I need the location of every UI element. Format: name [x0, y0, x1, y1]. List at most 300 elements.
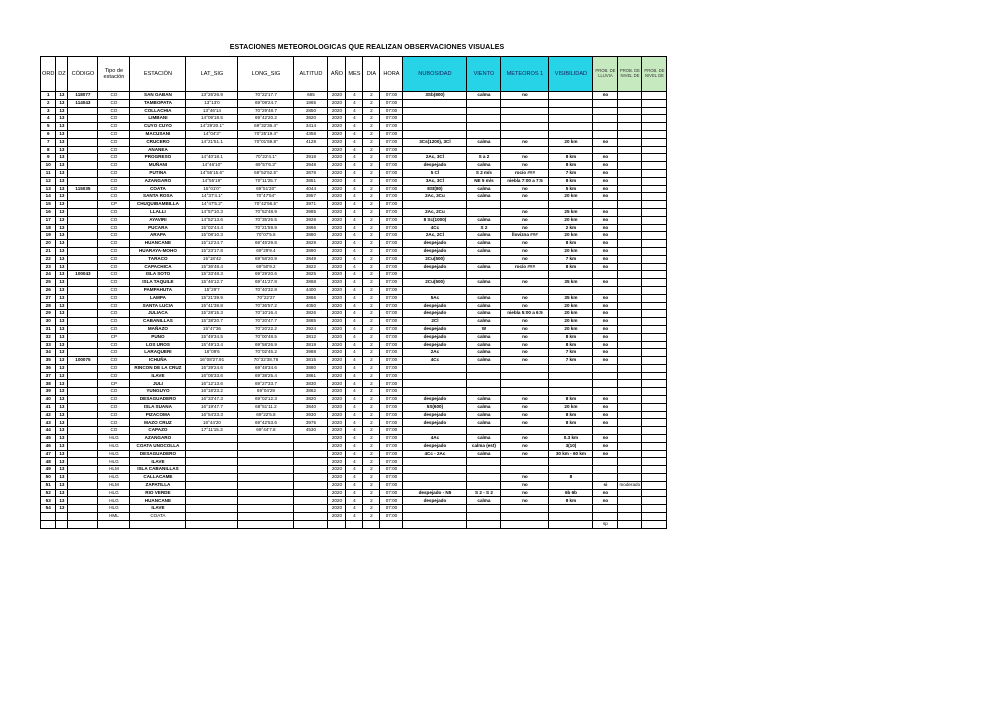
table-cell: no — [593, 435, 618, 443]
table-cell — [618, 427, 642, 435]
table-cell: CO — [98, 364, 130, 372]
table-cell: no — [593, 279, 618, 287]
table-row — [41, 435, 667, 443]
table-row — [41, 497, 667, 505]
table-cell — [467, 201, 501, 209]
table-cell: HLG — [98, 505, 130, 513]
table-cell — [618, 513, 642, 521]
table-cell: calma — [467, 333, 501, 341]
table-cell: 5S(600) — [403, 403, 467, 411]
table-cell: despejado — [403, 302, 467, 310]
table-cell — [186, 458, 238, 466]
table-cell: 37 — [41, 372, 56, 380]
table-cell: 3829 — [294, 240, 328, 248]
table-cell: 2020 — [328, 92, 346, 100]
table-cell: PIZACOMA — [130, 411, 186, 419]
table-cell — [642, 138, 667, 146]
table-cell: 45 — [41, 435, 56, 443]
table-cell — [549, 388, 593, 396]
table-cell: 13 — [56, 92, 68, 100]
table-cell — [68, 489, 98, 497]
table-cell: 70°22'4.1" — [238, 154, 294, 162]
table-cell — [642, 107, 667, 115]
table-cell: 2020 — [328, 364, 346, 372]
table-cell — [618, 357, 642, 365]
table-cell: 8 Sc(1000) — [403, 216, 467, 224]
table-cell: 2020 — [328, 99, 346, 107]
table-cell: HLG — [98, 474, 130, 482]
table-cell: 11 — [41, 169, 56, 177]
table-cell: 68°51'11.2 — [238, 403, 294, 411]
table-cell: no — [593, 450, 618, 458]
table-cell: 8 km — [549, 396, 593, 404]
table-cell: despejado - N5 — [403, 489, 467, 497]
table-cell: 07:00 — [380, 403, 403, 411]
table-cell: 4 — [346, 489, 363, 497]
table-cell: no — [501, 279, 549, 287]
table-cell: 14°55'19" — [186, 177, 238, 185]
table-cell: CO — [98, 271, 130, 279]
table-cell: no — [593, 302, 618, 310]
table-cell: 07:00 — [380, 411, 403, 419]
table-cell: 35 km — [549, 279, 593, 287]
table-cell: 13 — [56, 333, 68, 341]
table-cell: CO — [98, 427, 130, 435]
table-cell: 4 — [346, 99, 363, 107]
table-cell — [642, 232, 667, 240]
table-cell — [618, 162, 642, 170]
table-cell — [68, 130, 98, 138]
table-cell: no — [501, 419, 549, 427]
table-cell — [642, 520, 667, 528]
table-cell: CHUQUIBAMBILLA — [130, 201, 186, 209]
table-cell — [186, 497, 238, 505]
table-cell: no — [501, 247, 549, 255]
table-cell: 2020 — [328, 193, 346, 201]
table-cell: 07:00 — [380, 333, 403, 341]
table-cell: 2 — [363, 481, 380, 489]
table-cell: 0.3 km — [549, 435, 593, 443]
table-cell — [41, 520, 56, 528]
table-cell: 15°08'10.3 — [186, 232, 238, 240]
table-cell — [642, 411, 667, 419]
table-cell: no — [593, 193, 618, 201]
table-cell: 2 — [363, 442, 380, 450]
table-cell: no — [501, 403, 549, 411]
table-row — [41, 99, 667, 107]
table-cell: 13 — [56, 162, 68, 170]
table-cell: 70°22'27 — [238, 294, 294, 302]
table-cell: 5 Cl — [403, 169, 467, 177]
table-cell: CAPACHICA — [130, 263, 186, 271]
table-cell: 07:00 — [380, 130, 403, 138]
table-cell — [41, 513, 56, 521]
table-cell: 13 — [56, 380, 68, 388]
table-cell: CO — [98, 357, 130, 365]
table-cell: 51 — [41, 481, 56, 489]
table-cell — [618, 403, 642, 411]
table-cell: 07:00 — [380, 357, 403, 365]
table-cell — [642, 318, 667, 326]
table-cell — [467, 115, 501, 123]
table-row — [41, 357, 667, 365]
table-cell: 07:00 — [380, 325, 403, 333]
table-cell — [642, 240, 667, 248]
table-cell: 2020 — [328, 357, 346, 365]
table-row — [41, 115, 667, 123]
table-cell: no — [501, 216, 549, 224]
table-cell: YUNGUYO — [130, 388, 186, 396]
table-cell: S 2 m/s — [467, 169, 501, 177]
table-cell: 2020 — [328, 497, 346, 505]
table-cell: 2020 — [328, 146, 346, 154]
table-cell: MAZO CRUZ — [130, 419, 186, 427]
table-cell — [642, 357, 667, 365]
table-cell: no — [593, 247, 618, 255]
table-cell — [549, 520, 593, 528]
table-cell — [549, 372, 593, 380]
table-cell: 35 — [41, 357, 56, 365]
table-cell: 2 — [363, 240, 380, 248]
table-cell: 15°49'34.5 — [186, 333, 238, 341]
table-cell: no — [593, 92, 618, 100]
table-cell — [549, 466, 593, 474]
table-cell: 8 km — [549, 497, 593, 505]
table-cell — [186, 489, 238, 497]
table-cell — [68, 450, 98, 458]
table-cell: despejado — [403, 240, 467, 248]
table-cell: HLG — [98, 458, 130, 466]
table-cell — [403, 107, 467, 115]
table-cell: 20 km — [549, 310, 593, 318]
table-cell: 69°04'29 — [238, 388, 294, 396]
table-cell: 69°50'9.2 — [238, 263, 294, 271]
table-cell: 2020 — [328, 286, 346, 294]
table-cell — [238, 458, 294, 466]
table-cell: 4 — [346, 279, 363, 287]
table-cell: 2020 — [328, 380, 346, 388]
table-cell — [294, 442, 328, 450]
table-cell — [501, 372, 549, 380]
table-cell: CO — [98, 263, 130, 271]
table-cell: 69°09'24.7 — [238, 99, 294, 107]
table-cell — [642, 450, 667, 458]
table-cell: 4 — [346, 481, 363, 489]
table-cell — [467, 107, 501, 115]
table-cell: 8 km — [549, 411, 593, 419]
table-cell: 20 km — [549, 216, 593, 224]
table-cell: 24 — [41, 271, 56, 279]
table-cell: 13 — [56, 185, 68, 193]
table-cell: 4 — [346, 325, 363, 333]
table-cell: 3826 — [294, 310, 328, 318]
table-cell: 21 — [41, 247, 56, 255]
table-cell — [618, 450, 642, 458]
table-cell: 69°32'36.4" — [238, 123, 294, 131]
table-cell — [467, 481, 501, 489]
table-cell — [238, 146, 294, 154]
table-cell: 2 — [363, 107, 380, 115]
table-cell: ILAVE — [130, 505, 186, 513]
table-cell: 22 — [41, 255, 56, 263]
table-cell: 16°44'20 — [186, 419, 238, 427]
table-cell — [68, 427, 98, 435]
table-cell — [549, 201, 593, 209]
table-cell — [68, 349, 98, 357]
table-cell — [68, 442, 98, 450]
table-cell: 15°47'36 — [186, 325, 238, 333]
table-cell: CO — [98, 411, 130, 419]
table-cell: 07:00 — [380, 279, 403, 287]
table-cell — [501, 380, 549, 388]
table-cell: 41 — [41, 403, 56, 411]
table-row — [41, 208, 667, 216]
table-cell — [549, 513, 593, 521]
table-cell: HLM — [98, 481, 130, 489]
table-cell: TAMBOPATA — [130, 99, 186, 107]
table-cell — [501, 388, 549, 396]
table-cell: 13 — [56, 146, 68, 154]
table-cell: 8St(80) — [403, 185, 467, 193]
table-cell — [403, 123, 467, 131]
table-cell: 100075 — [68, 357, 98, 365]
table-cell: 13 — [56, 154, 68, 162]
table-cell: 4 — [346, 388, 363, 396]
table-cell — [363, 520, 380, 528]
table-cell: 13 — [56, 474, 68, 482]
table-cell: 30 km - 60 km — [549, 450, 593, 458]
table-cell: 7 km — [549, 349, 593, 357]
table-cell — [68, 364, 98, 372]
table-cell: LLALLI — [130, 208, 186, 216]
table-cell — [186, 442, 238, 450]
table-cell: 42 — [41, 411, 56, 419]
table-cell: 13 — [56, 107, 68, 115]
table-cell — [642, 99, 667, 107]
table-cell — [294, 513, 328, 521]
table-cell: 15°46'12.7 — [186, 279, 238, 287]
table-cell: 43 — [41, 419, 56, 427]
table-cell: 30 — [41, 318, 56, 326]
table-cell: 07:00 — [380, 372, 403, 380]
table-cell: CALLACAME — [130, 474, 186, 482]
table-cell: TARACO — [130, 255, 186, 263]
table-cell — [68, 146, 98, 154]
table-cell: 2 — [363, 349, 380, 357]
table-cell: 4 — [346, 208, 363, 216]
table-cell — [642, 364, 667, 372]
table-cell: HLG — [98, 450, 130, 458]
table-cell: 07:00 — [380, 497, 403, 505]
table-cell — [68, 318, 98, 326]
table-cell: CO — [98, 138, 130, 146]
table-cell: no — [593, 349, 618, 357]
table-cell: CO — [98, 349, 130, 357]
table-cell — [618, 364, 642, 372]
table-cell: CO — [98, 115, 130, 123]
table-cell: CO — [98, 224, 130, 232]
table-cell: 70°01'59.8" — [238, 138, 294, 146]
table-cell — [467, 505, 501, 513]
table-cell: no — [593, 154, 618, 162]
table-cell: 69°38'25.4 — [238, 372, 294, 380]
table-cell: no — [501, 442, 549, 450]
table-cell: 3825 — [294, 271, 328, 279]
table-cell: 15 — [41, 201, 56, 209]
table-cell — [501, 427, 549, 435]
table-cell: no — [593, 310, 618, 318]
header-row — [41, 57, 667, 92]
table-cell: 69°02'12.3 — [238, 396, 294, 404]
table-cell: HUARAYA-MOHO — [130, 247, 186, 255]
table-cell: CO — [98, 294, 130, 302]
table-cell — [593, 466, 618, 474]
table-cell — [68, 497, 98, 505]
table-cell: no — [593, 411, 618, 419]
table-row — [41, 349, 667, 357]
table-cell: 4 — [346, 247, 363, 255]
table-cell: 2020 — [328, 154, 346, 162]
table-cell — [642, 458, 667, 466]
table-cell: 13 — [56, 286, 68, 294]
table-cell: 20 km — [549, 138, 593, 146]
table-cell: 3878 — [294, 169, 328, 177]
table-cell — [618, 208, 642, 216]
table-row — [41, 193, 667, 201]
table-cell: despejado — [403, 310, 467, 318]
table-cell — [501, 286, 549, 294]
table-cell: AYAVIRI — [130, 216, 186, 224]
table-cell — [403, 364, 467, 372]
table-cell: 3812 — [294, 333, 328, 341]
table-cell: 2020 — [328, 115, 346, 123]
table-cell — [618, 247, 642, 255]
table-row — [41, 130, 667, 138]
table-cell: 13 — [56, 240, 68, 248]
table-cell — [593, 146, 618, 154]
table-cell: 16°09'6 — [186, 349, 238, 357]
table-cell: 2020 — [328, 474, 346, 482]
table-cell: no — [593, 403, 618, 411]
table-cell — [294, 146, 328, 154]
table-row — [41, 138, 667, 146]
table-cell: no — [501, 185, 549, 193]
table-cell: 13 — [56, 489, 68, 497]
table-cell: 2020 — [328, 442, 346, 450]
table-cell: 15°49'13.4 — [186, 341, 238, 349]
table-cell — [618, 177, 642, 185]
table-cell: calma — [467, 450, 501, 458]
table-cell — [618, 411, 642, 419]
table-cell: 4 — [346, 154, 363, 162]
table-cell: LIMBANI — [130, 115, 186, 123]
table-cell: no — [593, 396, 618, 404]
table-cell: 4 — [346, 169, 363, 177]
table-cell: 07:00 — [380, 458, 403, 466]
table-cell: 6b 6b — [549, 489, 593, 497]
table-cell: 4 — [346, 497, 363, 505]
table-cell — [68, 193, 98, 201]
table-cell — [593, 474, 618, 482]
table-cell — [501, 520, 549, 528]
table-cell: 4 — [346, 474, 363, 482]
table-cell: 2 — [363, 302, 380, 310]
table-cell: PUTINA — [130, 169, 186, 177]
table-cell: no — [501, 138, 549, 146]
table-cell: despejado — [403, 396, 467, 404]
table-cell: 07:00 — [380, 450, 403, 458]
table-cell: no — [501, 325, 549, 333]
table-cell: 70°35'25.5 — [238, 216, 294, 224]
table-cell: 13 — [56, 325, 68, 333]
table-cell: CO — [98, 216, 130, 224]
table-cell — [593, 505, 618, 513]
table-cell: 16°12'13.6 — [186, 380, 238, 388]
table-cell: 70°32'38.78 — [238, 357, 294, 365]
table-cell: 07:00 — [380, 92, 403, 100]
table-cell — [467, 130, 501, 138]
table-cell: 3885 — [294, 318, 328, 326]
table-cell: 3815 — [294, 357, 328, 365]
table-cell: 20 km — [549, 232, 593, 240]
table-cell: 14°46'10" — [186, 162, 238, 170]
table-cell: HLM — [98, 466, 130, 474]
table-cell: 2 — [363, 255, 380, 263]
table-cell: 15°12'24.7 — [186, 240, 238, 248]
table-cell: 07:00 — [380, 232, 403, 240]
table-cell: 07:00 — [380, 271, 403, 279]
table-cell: 69°58'26.9 — [238, 341, 294, 349]
table-cell: 4400 — [294, 286, 328, 294]
table-cell — [642, 162, 667, 170]
table-row — [41, 279, 667, 287]
table-cell — [403, 513, 467, 521]
table-cell: 2 — [363, 216, 380, 224]
table-cell: 4 — [346, 372, 363, 380]
table-row — [41, 271, 667, 279]
table-cell — [403, 388, 467, 396]
table-cell: no — [501, 481, 549, 489]
table-cell — [238, 435, 294, 443]
table-cell: no — [593, 240, 618, 248]
table-cell — [642, 247, 667, 255]
table-cell — [294, 505, 328, 513]
table-cell: MACUSANI — [130, 130, 186, 138]
table-cell: no — [501, 411, 549, 419]
column-header: Tipo de estación — [98, 57, 130, 92]
table-cell: 07:00 — [380, 419, 403, 427]
table-cell: 5Ac — [403, 294, 467, 302]
table-row — [41, 247, 667, 255]
table-cell: 4 — [346, 115, 363, 123]
table-cell: no — [593, 232, 618, 240]
table-cell: 70°36'57.2 — [238, 302, 294, 310]
table-cell: calma — [467, 294, 501, 302]
table-cell: 70°20'22.2 — [238, 325, 294, 333]
table-cell: 2020 — [328, 224, 346, 232]
table-cell: 14°09'18.5 — [186, 115, 238, 123]
table-row — [41, 341, 667, 349]
table-cell: 15°29'7 — [186, 286, 238, 294]
table-cell: ISLA SOTO — [130, 271, 186, 279]
table-cell: 2020 — [328, 388, 346, 396]
table-cell — [186, 466, 238, 474]
table-cell: 14°29'20.1" — [186, 123, 238, 131]
table-cell — [618, 193, 642, 201]
table-cell: 20 km — [549, 318, 593, 326]
table-cell: 2020 — [328, 216, 346, 224]
table-cell: 20 km — [549, 403, 593, 411]
